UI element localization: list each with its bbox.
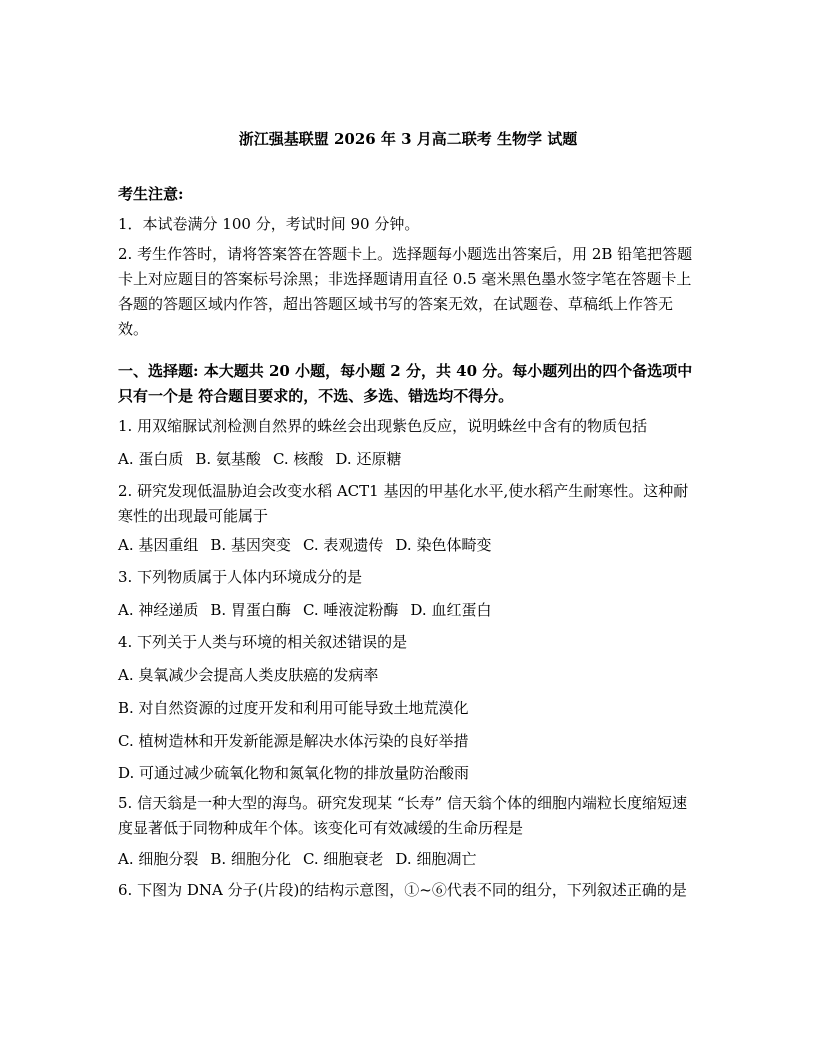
notice-label: 考生注意: <box>118 185 184 203</box>
question-stem: 3. 下列物质属于人体内环境成分的是 <box>118 568 363 586</box>
question-stem: 4. 下列关于人类与环境的相关叙述错误的是 <box>118 633 408 651</box>
option-c: C. 核酸 <box>272 450 324 468</box>
option-c: C. 植树造林和开发新能源是解决水体污染的良好举措 <box>118 732 469 750</box>
question-stem: 6. 下图为 DNA 分子(片段)的结构示意图，①~⑥代表不同的组分，下列叙述正确的是 <box>118 881 687 899</box>
option-a: A. 蛋白质 <box>118 450 184 468</box>
notice-item-1: 1．本试卷满分 100 分，考试时间 90 分钟。 <box>118 215 420 233</box>
option-d: D. 还原糖 <box>335 450 402 468</box>
option-d: D. 可通过减少硫氧化物和氮氧化物的排放量防治酸雨 <box>118 764 470 782</box>
question-stem: 1. 用双缩脲试剂检测自然界的蛛丝会出现紫色反应，说明蛛丝中含有的物质包括 <box>118 417 648 435</box>
option-c: C. 表观遗传 <box>302 536 384 554</box>
option-a: A. 神经递质 <box>118 601 199 619</box>
option-b: B. 对自然资源的过度开发和利用可能导致土地荒漠化 <box>118 699 469 717</box>
section-heading: 一、选择题: 本大题共 20 小题，每小题 2 分，共 40 分。每小题列出的四个备选项中只有一个是 符合题目要求的，不选、多选、错选均不得分。 <box>118 362 693 405</box>
option-d: D. 染色体畸变 <box>395 536 492 554</box>
option-b: B. 胃蛋白酶 <box>210 601 291 619</box>
option-b: B. 氨基酸 <box>195 450 261 468</box>
option-a: A. 臭氧减少会提高人类皮肤癌的发病率 <box>118 666 379 684</box>
option-b: B. 细胞分化 <box>210 850 291 868</box>
question-options <box>118 535 503 555</box>
question-stem: 2. 研究发现低温胁迫会改变水稻 ACT1 基因的甲基化水平,使水稻产生耐寒性。这种耐寒性的出现最可能属于 <box>118 482 689 525</box>
option-c: C. 唾液淀粉酶 <box>302 601 399 619</box>
option-d: D. 血红蛋白 <box>410 601 492 619</box>
option-a: A. 细胞分裂 <box>118 850 199 868</box>
notice-item-2: 2. 考生作答时，请将答案答在答题卡上。选择题每小题选出答案后，用 2B 铅笔把答题卡上对应题目的答案标号涂黑；非选择题请用直径 0.5 毫米黑色墨水签字笔在答题卡上各题的答题区域内作答，超出答题区域书写的答案无效，在试题卷、草稿纸上作答无效。 <box>118 245 693 338</box>
option-a: A. 基因重组 <box>118 536 199 554</box>
question-options <box>118 600 503 620</box>
question-options <box>118 849 488 869</box>
question-options <box>118 449 413 469</box>
question-stem: 5. 信天翁是一种大型的海鸟。研究发现某 “长寿” 信天翁个体的细胞内端粒长度缩短速度显著低于同物种成年个体。该变化可有效减缓的生命历程是 <box>118 794 687 837</box>
exam-title: 浙江强基联盟 2026 年 3 月高二联考 生物学 试题 <box>238 130 578 148</box>
option-c: C. 细胞衰老 <box>302 850 384 868</box>
option-d: D. 细胞凋亡 <box>395 850 477 868</box>
option-b: B. 基因突变 <box>210 536 291 554</box>
